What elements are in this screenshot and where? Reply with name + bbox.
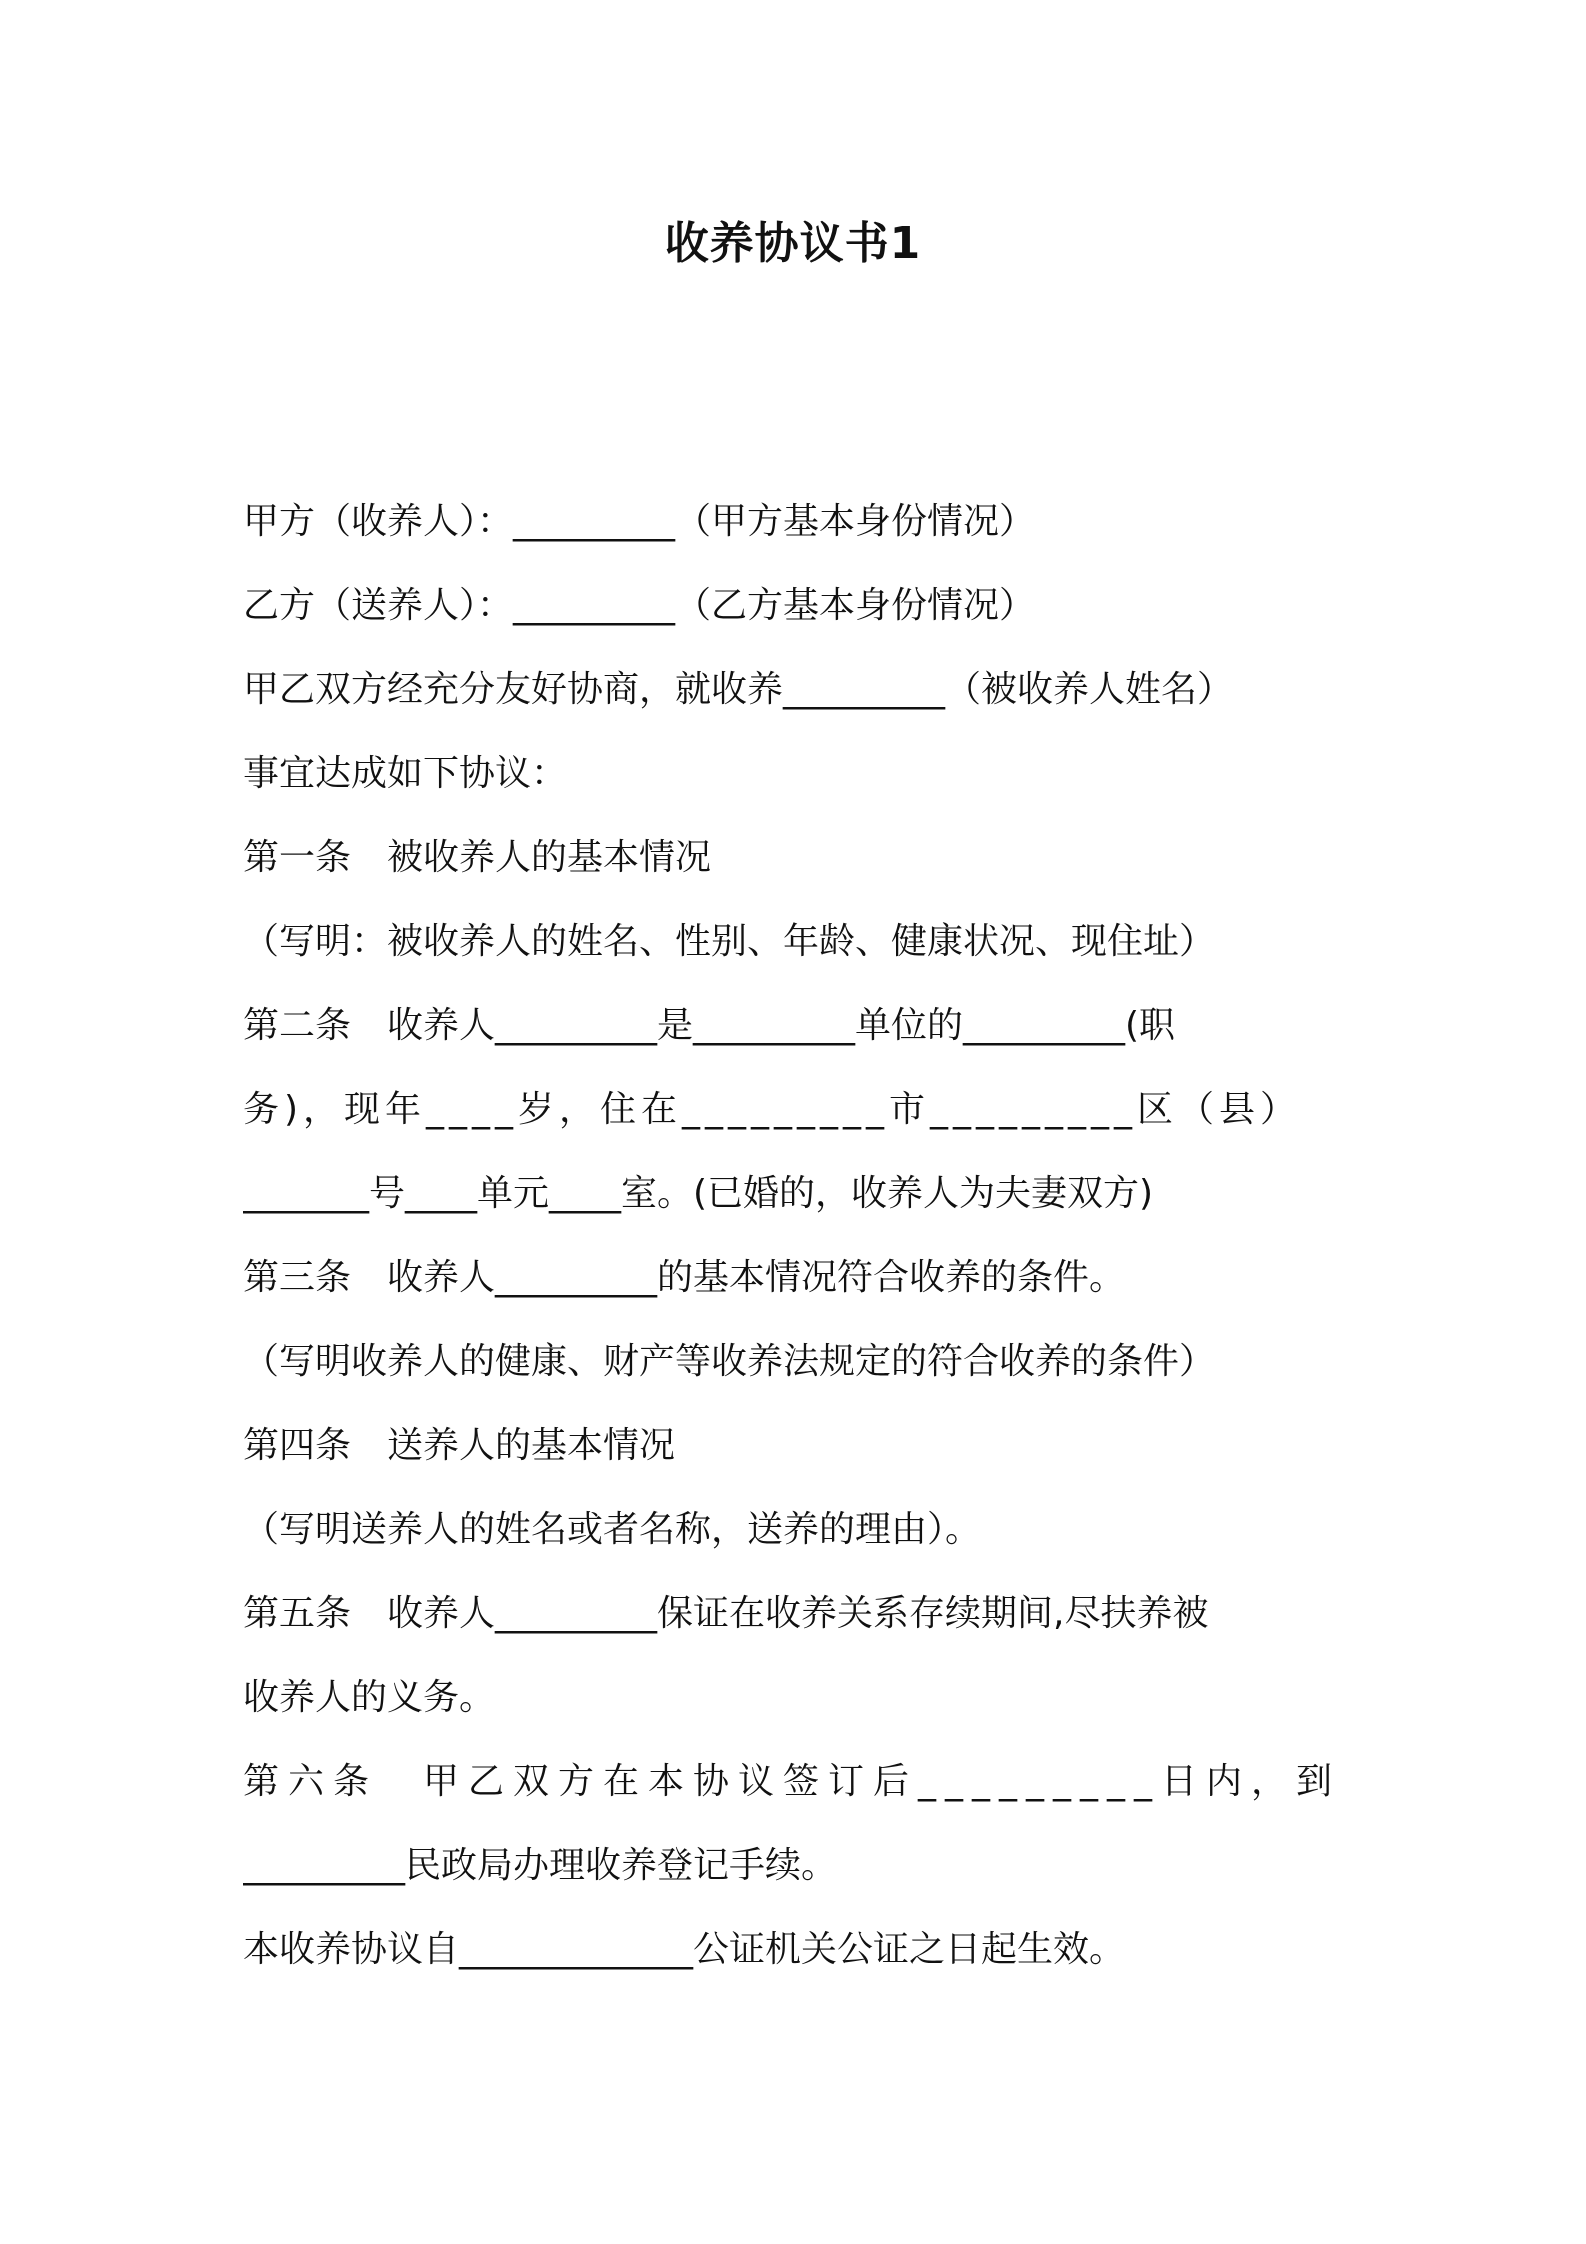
preamble-line-1: 甲乙双方经充分友好协商，就收养_________（被收养人姓名）	[243, 669, 1234, 710]
document-body	[243, 492, 1353, 2004]
article-5-line-2: 收养人的义务。	[243, 1677, 496, 1718]
preamble-line-2: 事宜达成如下协议：	[243, 753, 568, 794]
effective-clause: 本收养协议自_____________公证机关公证之日起生效。	[243, 1929, 1126, 1970]
article-3-heading: 第三条 收养人_________的基本情况符合收养的条件。	[243, 1257, 1126, 1298]
article-6-line-2: _________民政局办理收养登记手续。	[243, 1845, 838, 1886]
article-2-line-3: _______号____单元____室。(已婚的，收养人为夫妻双方)	[243, 1173, 1154, 1214]
party-b-line: 乙方（送养人）：_________（乙方基本身份情况）	[243, 585, 1036, 626]
article-5-line-1: 第五条 收养人_________保证在收养关系存续期间,尽扶养被	[243, 1593, 1209, 1634]
article-1-heading: 第一条 被收养人的基本情况	[243, 837, 712, 878]
article-3-note: （写明收养人的健康、财产等收养法规定的符合收养的条件）	[243, 1341, 1216, 1382]
article-4-note: （写明送养人的姓名或者名称，送养的理由）。	[243, 1509, 982, 1550]
article-6-line-1: 第六条 甲乙双方在本协议签订后_________日内，到	[243, 1761, 1342, 1802]
article-2-line-2: 务)，现年____岁，住在_________市_________区（县）	[243, 1089, 1302, 1130]
article-4-heading: 第四条 送养人的基本情况	[243, 1425, 676, 1466]
article-1-note: （写明：被收养人的姓名、性别、年龄、健康状况、现住址）	[243, 921, 1216, 962]
party-a-line: 甲方（收养人）：_________（甲方基本身份情况）	[243, 501, 1036, 542]
article-2-line-1: 第二条 收养人_________是_________单位的_________(职	[243, 1005, 1176, 1046]
document-title: 收养协议书1	[664, 218, 922, 269]
